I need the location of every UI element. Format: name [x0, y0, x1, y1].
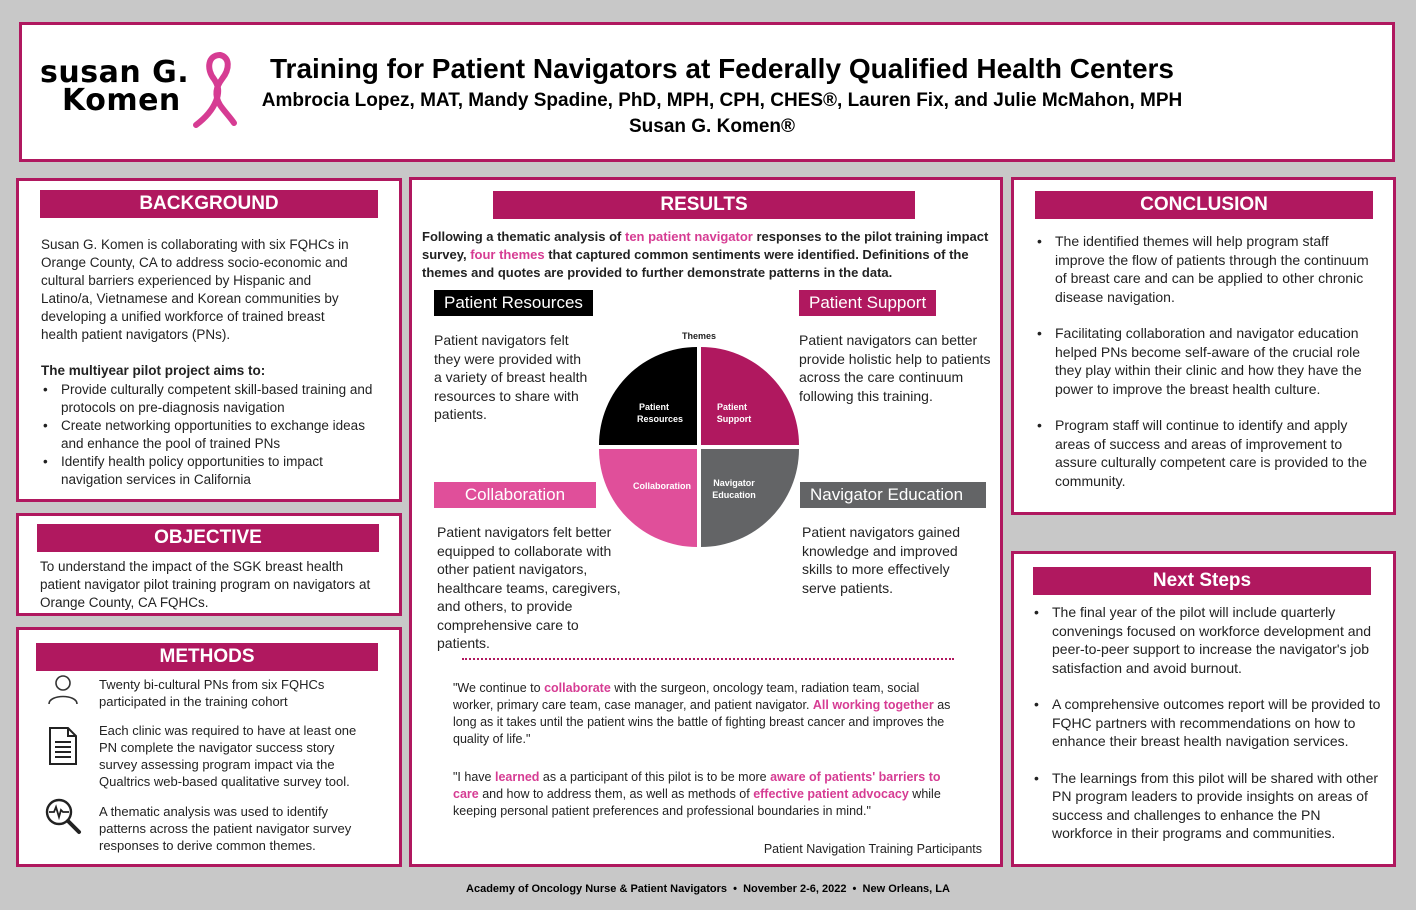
next-step-item: • The learnings from this pilot will be shared with other PN program leaders to provide insights on areas of success and challenges to enhance the PN workforce in their programs and communities. [1032, 769, 1382, 843]
aims-heading: The multiyear pilot project aims to: [41, 363, 266, 378]
quote-attribution: Patient Navigation Training Participants [763, 842, 982, 856]
quadrant-label: Patient [638, 402, 670, 412]
objective-panel [16, 513, 402, 616]
theme-label-collaboration: Collaboration [434, 482, 596, 508]
document-icon [46, 726, 80, 766]
quadrant-patient-resources [599, 347, 697, 445]
poster-title: Training for Patient Navigators at Federally Qualified Health Centers [270, 53, 1174, 84]
results-intro: Following a thematic analysis of ten patient navigator responses to the pilot training impact survey, four themes that captured common sentiments were identified. Definitions of the themes and quotes are provided to further demonstrate patterns in the data. [422, 229, 989, 280]
quadrant-label: Resources [636, 414, 684, 424]
aims-list [41, 381, 381, 489]
aim-item: • Identify health policy opportunities to impact navigation services in California [41, 453, 381, 489]
background-paragraph: Susan G. Komen is collaborating with six FQHCs in Orange County, CA to address socio-economic and cultural barriers experienced by Hispanic and Latino/a, Vietnamese and Korean communities by developing a unified workforce of trained breast health patient navigators (PNs). [41, 237, 349, 342]
poster-org: Susan G. Komen® [628, 116, 796, 137]
theme-text-collaboration: Patient navigators felt better equipped to collaborate with other patient navigators, healthcare teams, caregivers, and others, to provide comprehensive care to patients. [437, 524, 621, 651]
theme-label-patient-resources: Patient Resources [434, 290, 593, 316]
theme-text-navigator-education: Patient navigators gained knowledge and improved skills to more effectively serve patients. [802, 524, 960, 596]
conclusion-panel [1011, 177, 1396, 515]
objective-heading: OBJECTIVE [37, 524, 379, 552]
themes-quadrant-diagram [598, 346, 800, 548]
quadrant-label: Navigator [713, 478, 755, 488]
objective-text: To understand the impact of the SGK breast health patient navigator pilot training program on navigators at Orange County, CA FQHCs. [40, 559, 371, 610]
results-panel [409, 177, 1003, 867]
methods-item: Twenty bi-cultural PNs from six FQHCs participated in the training cohort [99, 677, 325, 709]
conclusion-item: • Program staff will continue to identify and apply areas of success and areas of improvement to assure culturally competent care is provided to the community. [1035, 416, 1375, 490]
quadrant-label: Education [712, 490, 756, 500]
next-steps-heading: Next Steps [1033, 567, 1371, 595]
conclusion-item: • The identified themes will help program staff improve the flow of patients through the continuum of breast care and can be applied to other chronic disease navigation. [1035, 232, 1375, 306]
quotes-divider [462, 658, 954, 660]
person-icon [46, 672, 80, 706]
header-panel [19, 22, 1395, 162]
methods-panel [16, 627, 402, 867]
methods-item: Each clinic was required to have at least one PN complete the navigator success story survey assessing program impact via the Qualtrics web-based qualitative survey tool. [99, 723, 357, 789]
theme-label-navigator-education: Navigator Education [800, 482, 986, 508]
theme-label-patient-support: Patient Support [799, 290, 936, 316]
results-heading: RESULTS [493, 191, 915, 219]
quadrant-collaboration [599, 449, 697, 547]
background-heading: BACKGROUND [40, 190, 378, 218]
theme-text-patient-resources: Patient navigators felt they were provided with a variety of breast health resources to share with patients. [434, 332, 588, 422]
poster-authors: Ambrocia Lopez, MAT, Mandy Spadine, PhD, MPH, CPH, CHES®, Lauren Fix, and Julie McMahon, MPH [261, 90, 1183, 111]
methods-heading: METHODS [36, 643, 378, 671]
quote-2: "I have learned as a participant of this pilot is to be more aware of patients' barriers to care and how to address them, as well as methods of effective patient advocacy while keeping personal patient preferences and professional boundaries in mind." [453, 770, 941, 818]
aim-item: • Provide culturally competent skill-based training and protocols on pre-diagnosis navigation [41, 381, 381, 417]
quadrant-label: Collaboration [633, 481, 691, 491]
logo-line2: Komen [62, 83, 181, 118]
next-steps-list [1032, 603, 1382, 843]
theme-text-patient-support: Patient navigators can better provide holistic help to patients across the care continuum following this training. [799, 332, 991, 404]
conclusion-heading: CONCLUSION [1035, 191, 1373, 219]
magnifier-pulse-icon [43, 796, 83, 836]
quadrant-label: Support [716, 414, 752, 424]
quadrant-patient-support [701, 347, 799, 445]
next-steps-panel [1011, 551, 1396, 867]
conclusion-item: • Facilitating collaboration and navigator education helped PNs become self-aware of the crucial role they play within their clinic and how they have the power to improve the breast health culture. [1035, 324, 1375, 398]
conclusion-list [1035, 232, 1375, 490]
quote-1: "We continue to collaborate with the surgeon, oncology team, radiation team, social worker, primary care team, case manager, and patient navigator. All working together as long as it takes until the patient wins the battle of fighting breast cancer and improves the quality of life." [453, 681, 951, 746]
next-step-item: • A comprehensive outcomes report will be provided to FQHC partners with recommendations on how to enhance their breast health navigation services. [1032, 695, 1382, 751]
background-panel [16, 178, 402, 502]
quadrant-label: Patient [716, 402, 748, 412]
next-step-item: • The final year of the pilot will include quarterly convenings focused on workforce development and peer-to-peer support to increase the navigator's job satisfaction and avoid burnout. [1032, 603, 1382, 677]
logo-line1: susan G. [40, 55, 190, 90]
themes-chart-title: Themes [681, 331, 716, 341]
aim-item: • Create networking opportunities to exchange ideas and enhance the pool of trained PNs [41, 417, 381, 453]
methods-item: A thematic analysis was used to identify patterns across the patient navigator survey responses to derive common themes. [99, 804, 352, 853]
poster-footer: Academy of Oncology Nurse & Patient Navigators • November 2-6, 2022 • New Orleans, LA [466, 883, 950, 895]
